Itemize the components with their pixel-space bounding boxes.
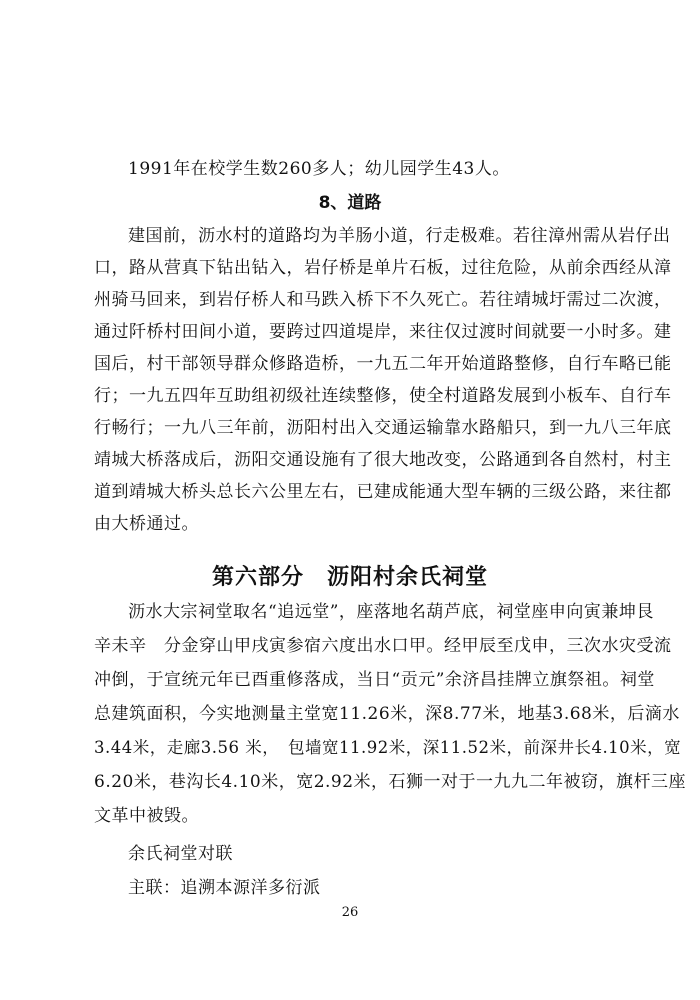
- paragraph-line: 州骑马回来，到岩仔桥人和马跌入桥下不久死亡。若往靖城圩需过二次渡，: [94, 290, 672, 310]
- paragraph-line: 通过阡桥村田间小道，要跨过四道堤岸，来往仅过渡时间就要一小时多。建: [94, 322, 672, 342]
- paragraph-line: 道到靖城大桥头总长六公里左右，已建成能通大型车辆的三级公路，来往都: [94, 482, 672, 502]
- paragraph-line: 口，路从营真下钻出钻入，岩仔桥是单片石板，过往危险，从前余西经从漳: [94, 258, 672, 278]
- paragraph-line: 冲倒，于宣统元年已酉重修落成，当日“贡元”余济昌挂牌立旗祭祖。祠堂: [94, 670, 655, 690]
- paragraph-line: 靖城大桥落成后，沥阳交通设施有了很大地改变，公路通到各自然村，村主: [94, 450, 672, 470]
- part-title-ancestral-hall: 第六部分 沥阳村余氏祠堂: [211, 565, 488, 590]
- paragraph-line: 3.44米，走廊3.56 米， 包墙宽11.92米，深11.52米，前深井长4.10米，宽: [94, 738, 682, 757]
- couplet-title: 余氏祠堂对联: [128, 844, 233, 864]
- paragraph-line: 行；一九五四年互助组初级社连续整修，使全村道路发展到小板车、自行车: [94, 386, 672, 406]
- paragraph-line: 辛未辛 分金穿山甲戌寅参宿六度出水口甲。经甲辰至戊申，三次水灾受流: [94, 636, 672, 656]
- page-number: 26: [341, 905, 359, 920]
- intro-line: 1991年在校学生数260多人；幼儿园学生43人。: [128, 159, 510, 179]
- section-title-roads: 8、道路: [318, 193, 382, 213]
- couplet-main-line: 主联：追溯本源洋多衍派: [128, 878, 321, 898]
- paragraph-line: 总建筑面积，今实地测量主堂宽11.26米，深8.77米，地基3.68米，后滴水: [94, 704, 680, 724]
- paragraph-line: 沥水大宗祠堂取名“追远堂”，座落地名葫芦底，祠堂座申向寅兼坤艮: [128, 602, 654, 622]
- paragraph-line: 由大桥通过。: [94, 514, 199, 534]
- paragraph-line: 建国前，沥水村的道路均为羊肠小道，行走极难。若往漳州需从岩仔出: [128, 226, 671, 246]
- paragraph-line: 6.20米，巷沟长4.10米，宽2.92米，石狮一对于一九九二年被窃，旗杆三座: [94, 772, 687, 792]
- paragraph-line: 行畅行；一九八三年前，沥阳村出入交通运输靠水路船只，到一九八三年底: [94, 418, 672, 438]
- paragraph-line: 国后，村干部领导群众修路造桥，一九五二年开始道路整修，自行车略已能: [94, 354, 672, 374]
- paragraph-line: 文革中被毁。: [94, 806, 199, 826]
